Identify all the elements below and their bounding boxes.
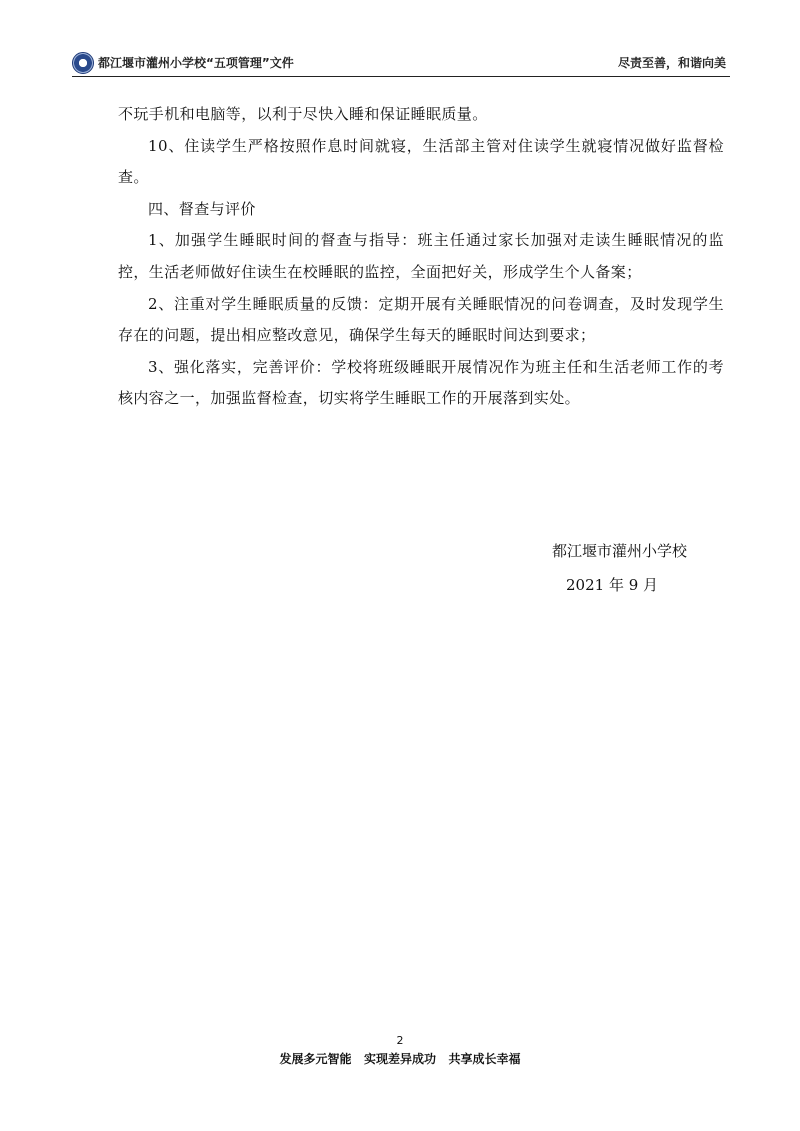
document-body [118, 99, 724, 415]
header-document-title: 都江堰市灌州小学校“五项管理”文件 [98, 56, 294, 70]
signature-organization: 都江堰市灌州小学校 [552, 542, 688, 560]
paragraph-item-2: 2、注重对学生睡眠质量的反馈：定期开展有关睡眠情况的问卷调查，及时发现学生存在的问题，提出相应整改意见，确保学生每天的睡眠时间达到要求； [118, 294, 724, 345]
section-heading-supervision: 四、督查与评价 [148, 199, 256, 218]
header-school-slogan: 尽责至善，和谐向美 [617, 56, 726, 70]
paragraph-item-1: 1、加强学生睡眠时间的督查与指导：班主任通过家长加强对走读生睡眠情况的监控，生活老师做好住读生在校睡眠的监控，全面把好关，形成学生个人备案； [118, 231, 724, 281]
paragraph-item-10: 10、住读学生严格按照作息时间就寝，生活部主管对住读学生就寝情况做好监督检查。 [118, 136, 724, 187]
school-logo-icon [72, 52, 94, 74]
paragraph-item-3: 3、强化落实，完善评价：学校将班级睡眠开展情况作为班主任和生活老师工作的考核内容之一，加强监督检查，切实将学生睡眠工作的开展落到实处。 [118, 357, 724, 408]
page-number: 2 [396, 1034, 404, 1047]
page-header [72, 48, 730, 77]
paragraph-continuation: 不玩手机和电脑等，以利于尽快入睡和保证睡眠质量。 [118, 105, 488, 123]
footer-motto: 发展多元智能 实现差异成功 共享成长幸福 [279, 1052, 521, 1066]
signature-date: 2021 年 9 月 [566, 576, 659, 594]
